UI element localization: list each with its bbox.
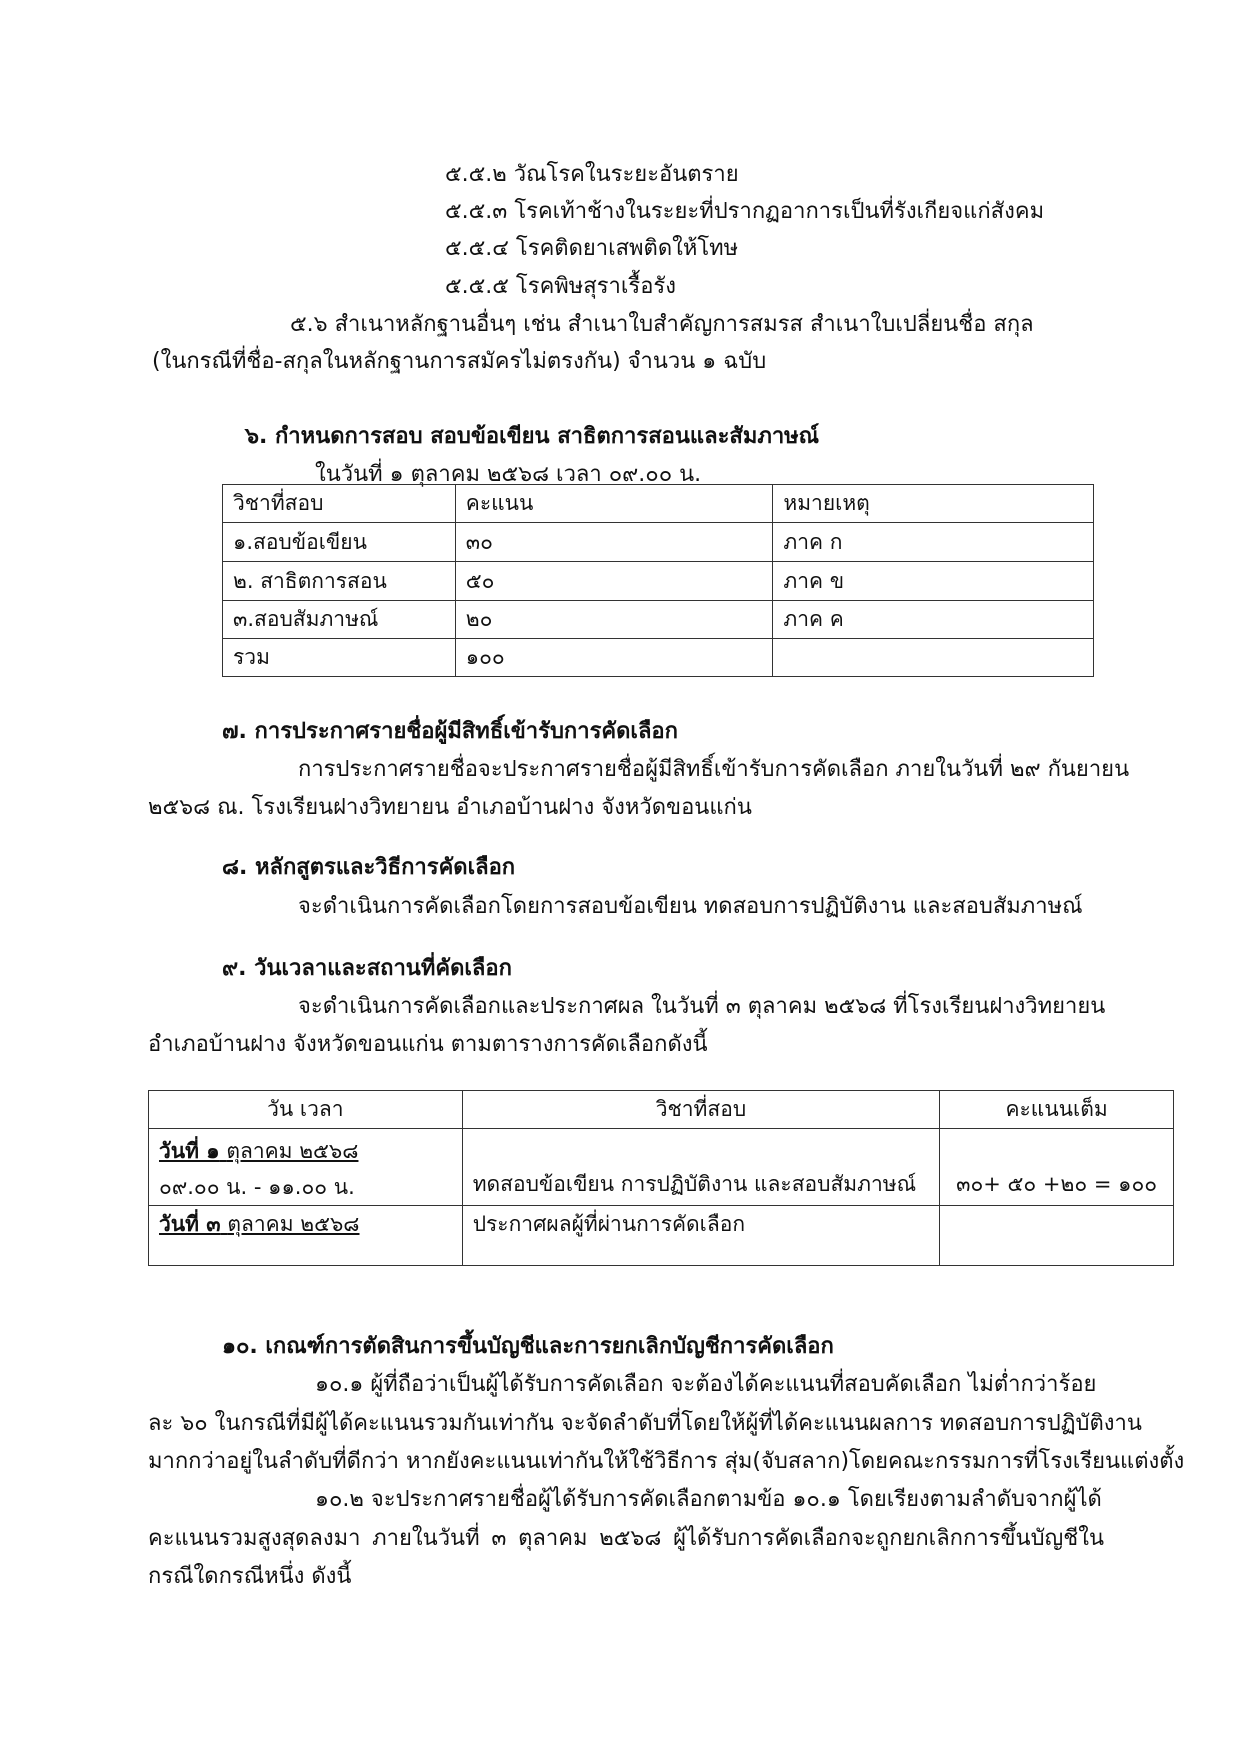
section-10-p2-line2: คะแนนรวมสูงสุดลงมา ภายในวันที่ ๓ ตุลาคม ๒๕๖๘ ผู้ได้รับการคัดเลือกจะถูกยกเลิกการขึ้นบัญชีใน [148,1526,1104,1551]
table-cell: ๒๐ [455,601,773,639]
schedule-day-1: วันที่ ๑ ตุลาคม ๒๕๖๘ [159,1139,359,1163]
exam-score-table [222,484,1094,677]
section-7-line1: การประกาศรายชื่อจะประกาศรายชื่อผู้มีสิทธิ์เข้ารับการคัดเลือก ภายในวันที่ ๒๙ กันยายน [298,757,1130,782]
section-7-line2: ๒๕๖๘ ณ. โรงเรียนฝางวิทยายน อำเภอบ้านฝาง จังหวัดขอนแก่น [148,795,752,820]
table-header-cell: หมายเหตุ [773,485,1094,523]
table-cell [149,1206,463,1266]
table-cell: ภาค ข [773,562,1094,601]
table-cell [940,1206,1174,1266]
table-cell: ภาค ค [773,601,1094,639]
table-row [149,1091,1174,1129]
table-cell: ๕๐ [455,562,773,601]
section-10-p2-line3: กรณีใดกรณีหนึ่ง ดังนี้ [148,1564,352,1589]
schedule-day-2: วันที่ ๓ ตุลาคม ๒๕๖๘ [159,1212,360,1236]
section-9-line2: อำเภอบ้านฝาง จังหวัดขอนแก่น ตามตารางการคัดเลือกดังนี้ [148,1032,708,1057]
table-row [223,562,1094,601]
table-header-cell: วิชาที่สอบ [223,485,456,523]
section-10-p2-line1: ๑๐.๒ จะประกาศรายชื่อผู้ได้รับการคัดเลือกตามข้อ ๑๐.๑ โดยเรียงตามลำดับจากผู้ได้ [315,1487,1102,1512]
exam-date-line: ในวันที่ ๑ ตุลาคม ๒๕๖๘ เวลา ๐๙.๐๐ น. [315,462,702,487]
table-cell: ๑๐๐ [455,639,773,677]
item-5-6-line2: (ในกรณีที่ชื่อ-สกุลในหลักฐานการสมัครไม่ตรงกัน) จำนวน ๑ ฉบับ [152,349,767,374]
schedule-time-1: ๐๙.๐๐ น. - ๑๑.๐๐ น. [159,1175,355,1199]
table-row [149,1129,1174,1206]
item-5-6-line1: ๕.๖ สำเนาหลักฐานอื่นๆ เช่น สำเนาใบสำคัญการสมรส สำเนาใบเปลี่ยนชื่อ สกุล [290,312,1034,337]
table-header-cell: วิชาที่สอบ [462,1091,940,1129]
table-row [223,601,1094,639]
item-5-5-2: ๕.๕.๒ วัณโรคในระยะอันตราย [445,162,739,187]
section-10-heading: ๑๐. เกณฑ์การตัดสินการขึ้นบัญชีและการยกเลิกบัญชีการคัดเลือก [222,1334,834,1359]
table-cell: ๓๐ [455,523,773,562]
table-cell: ภาค ก [773,523,1094,562]
table-row [223,639,1094,677]
table-cell: ๒. สาธิตการสอน [223,562,456,601]
table-cell: ๓.สอบสัมภาษณ์ [223,601,456,639]
table-cell: รวม [223,639,456,677]
item-5-5-3: ๕.๕.๓ โรคเท้าช้างในระยะที่ปรากฏอาการเป็นที่รังเกียจแก่สังคม [445,199,1045,224]
table-cell: ๓๐+ ๕๐ +๒๐ = ๑๐๐ [940,1129,1174,1206]
table-cell: ๑.สอบข้อเขียน [223,523,456,562]
table-row [223,485,1094,523]
table-row [149,1206,1174,1266]
table-cell [149,1129,463,1206]
section-6-heading: ๖. กำหนดการสอบ สอบข้อเขียน สาธิตการสอนและสัมภาษณ์ [245,424,820,449]
section-8-line1: จะดำเนินการคัดเลือกโดยการสอบข้อเขียน ทดสอบการปฏิบัติงาน และสอบสัมภาษณ์ [298,894,1083,919]
section-10-p1-line3: มากกว่าอยู่ในลำดับที่ดีกว่า หากยังคะแนนเท่ากันให้ใช้วิธีการ สุ่ม(จับสลาก)โดยคณะกรรมการที่โรงเรียนแต่งตั้ง [148,1449,1185,1474]
table-cell: ประกาศผลผู้ที่ผ่านการคัดเลือก [462,1206,940,1266]
section-9-heading: ๙. วันเวลาและสถานที่คัดเลือก [222,956,512,981]
section-10-p1-line2: ละ ๖๐ ในกรณีที่มีผู้ได้คะแนนรวมกันเท่ากัน จะจัดลำดับที่โดยให้ผู้ที่ได้คะแนนผลการ ทดสอบการปฏิบัติงาน [148,1411,1142,1436]
section-10-p1-line1: ๑๐.๑ ผู้ที่ถือว่าเป็นผู้ได้รับการคัดเลือก จะต้องได้คะแนนที่สอบคัดเลือก ไม่ต่ำกว่าร้อย [315,1372,1097,1397]
table-header-cell: คะแนนเต็ม [940,1091,1174,1129]
section-8-heading: ๘. หลักสูตรและวิธีการคัดเลือก [222,855,516,880]
item-5-5-5: ๕.๕.๕ โรคพิษสุราเรื้อรัง [445,274,676,299]
section-9-line1: จะดำเนินการคัดเลือกและประกาศผล ในวันที่ ๓ ตุลาคม ๒๕๖๘ ที่โรงเรียนฝางวิทยายน [298,994,1106,1019]
table-cell [773,639,1094,677]
table-row [223,523,1094,562]
item-5-5-4: ๕.๕.๔ โรคติดยาเสพติดให้โทษ [445,236,739,261]
section-7-heading: ๗. การประกาศรายชื่อผู้มีสิทธิ์เข้ารับการคัดเลือก [222,719,678,744]
table-header-cell: คะแนน [455,485,773,523]
table-cell: ทดสอบข้อเขียน การปฏิบัติงาน และสอบสัมภาษณ์ [462,1129,940,1206]
schedule-table [148,1090,1174,1266]
table-header-cell: วัน เวลา [149,1091,463,1129]
